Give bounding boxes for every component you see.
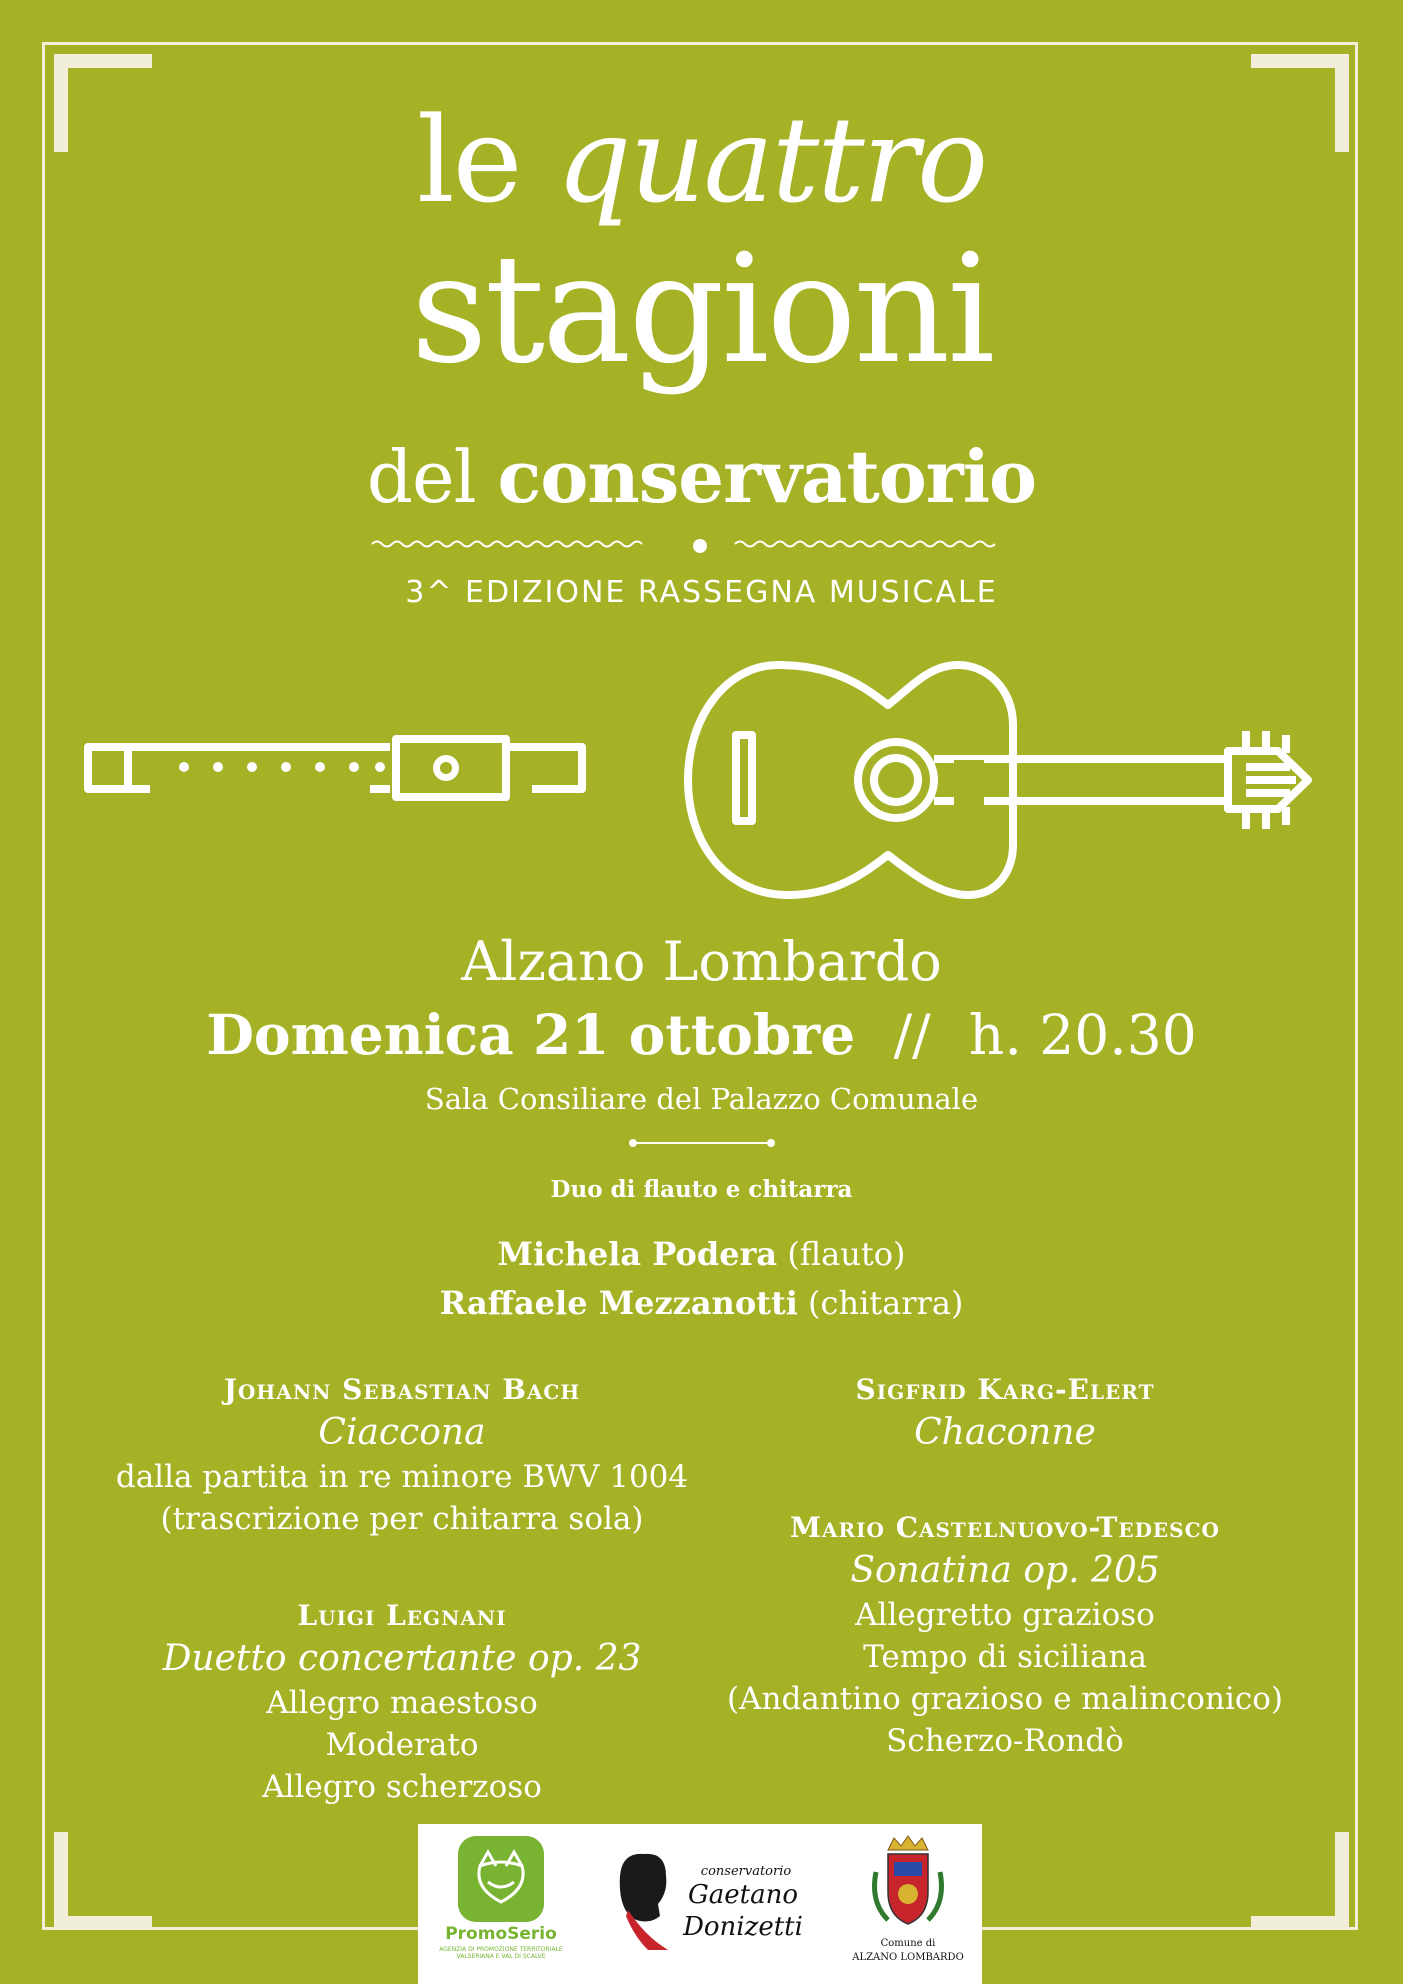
program-item [695, 1508, 1315, 1762]
work-title: Ciaccona [318, 1412, 486, 1453]
flute-icon [80, 735, 600, 815]
title-divider [0, 530, 1403, 560]
program-item [92, 1370, 712, 1540]
subtitle: 3^ EDIZIONE RASSEGNA MUSICALE [405, 575, 998, 610]
divider-dot [693, 539, 707, 553]
composer-name: Sigfrid Karg-Elert [855, 1373, 1155, 1406]
fox-icon [458, 1836, 544, 1922]
flute-key-6 [349, 762, 359, 772]
performer-row [0, 1235, 1403, 1273]
comune-line2: ALZANO LOMBARDO [852, 1952, 964, 1963]
promoserio-logo-icon [458, 1836, 544, 1922]
promoserio-name: PromoSerio [445, 1924, 557, 1944]
work-line: Tempo di siciliana [863, 1639, 1147, 1675]
venue-divider [628, 1136, 776, 1150]
flute-key-3 [247, 762, 257, 772]
flute-key-1 [179, 762, 189, 772]
work-title: Sonatina op. 205 [850, 1550, 1160, 1591]
event-venue: Sala Consiliare del Palazzo Comunale [424, 1082, 979, 1116]
performer-instrument: (chitarra) [808, 1284, 964, 1322]
work-line: Allegro maestoso [266, 1685, 538, 1721]
guitar-neck-mask [954, 760, 984, 850]
work-line: Allegro scherzoso [262, 1769, 542, 1805]
donizetti-small: conservatorio [700, 1864, 792, 1879]
comune-line1: Comune di [880, 1938, 936, 1949]
divider-wave-right [735, 542, 995, 547]
title-line-3 [0, 432, 1403, 522]
performer-row [0, 1284, 1403, 1322]
work-line: (Andantino grazioso e malinconico) [727, 1681, 1283, 1717]
program-item [695, 1370, 1315, 1456]
corner-bracket-bottom-right [1251, 1832, 1349, 1930]
work-line: Scherzo-Rondò [886, 1723, 1124, 1759]
work-title: Duetto concertante op. 23 [162, 1638, 642, 1679]
event-datetime [0, 1002, 1403, 1067]
title-word-del: del [366, 435, 476, 519]
event-place: Alzano Lombardo [461, 930, 942, 993]
title-word-stagioni: stagioni [410, 223, 993, 397]
flute-key-5 [315, 762, 325, 772]
work-line: dalla partita in re minore BWV 1004 [115, 1459, 689, 1495]
flute-key-4 [281, 762, 291, 772]
event-separator: // [893, 1003, 931, 1067]
sponsor-logo-bar [418, 1824, 982, 1984]
work-title: Chaconne [914, 1412, 1096, 1453]
performer-instrument: (flauto) [787, 1235, 906, 1273]
work-line: Allegretto grazioso [855, 1597, 1155, 1633]
composer-name: Johann Sebastian Bach [223, 1373, 581, 1406]
program-item [92, 1596, 712, 1808]
event-date: Domenica 21 ottobre [206, 1002, 856, 1067]
title-word-le: le [416, 91, 521, 229]
corner-bracket-bottom-left [54, 1832, 152, 1930]
comune-crest-icon [868, 1832, 948, 1932]
divider-wave-left [372, 542, 642, 547]
performer-name: Michela Podera [497, 1235, 778, 1273]
flute-key-7 [375, 762, 385, 772]
work-line: (trascrizione per chitarra sola) [160, 1501, 644, 1537]
event-time: h. 20.30 [968, 1003, 1197, 1067]
title-word-quattro: quattro [555, 91, 987, 229]
performer-name: Raffaele Mezzanotti [439, 1284, 798, 1322]
composer-name: Luigi Legnani [297, 1599, 507, 1632]
title-word-conservatorio: conservatorio [497, 434, 1037, 519]
flute-key-2 [213, 762, 223, 772]
guitar-icon [668, 655, 1318, 905]
donizetti-line2: Donizetti [683, 1912, 803, 1942]
composer-name: Mario Castelnuovo-Tedesco [790, 1511, 1220, 1544]
work-line: Moderato [325, 1727, 479, 1763]
promoserio-caption: AGENZIA DI PROMOZIONE TERRITORIALE VALSERIANA E VAL DI SCALVE [439, 1946, 563, 1960]
donizetti-line1: Gaetano [687, 1880, 798, 1910]
title-line-1 [0, 90, 1403, 230]
ensemble-label: Duo di flauto e chitarra [550, 1176, 853, 1203]
